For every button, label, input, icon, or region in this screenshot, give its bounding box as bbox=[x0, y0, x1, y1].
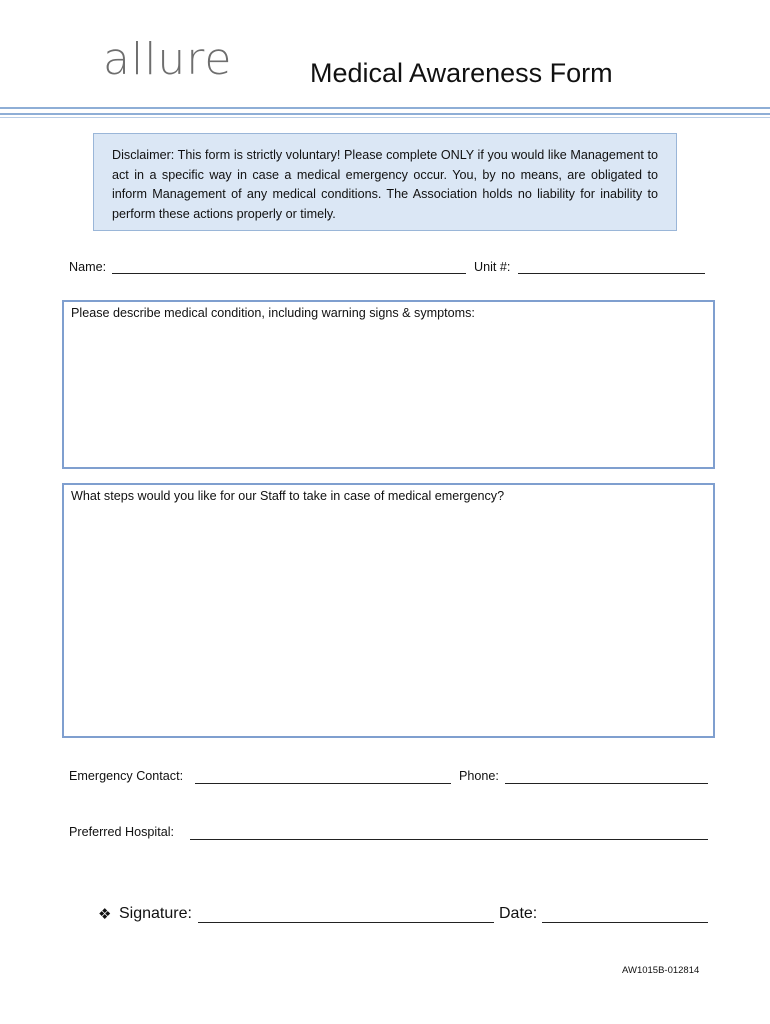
medical-condition-prompt: Please describe medical condition, including warning signs & symptoms: bbox=[71, 306, 475, 320]
emergency-contact-label: Emergency Contact: bbox=[69, 769, 184, 783]
preferred-hospital-field[interactable] bbox=[190, 839, 708, 840]
header-rule bbox=[0, 113, 770, 115]
header-rule bbox=[0, 117, 770, 118]
signature-field[interactable] bbox=[198, 922, 494, 923]
disclaimer-box: Disclaimer: This form is strictly voluntary! Please complete ONLY if you would like Management to act in a specific way in case a medical emergency occur. You, by no means, are obligated to inform Management of any medical conditions. The Association holds no liability for inability to perform these actions properly or timely. bbox=[93, 133, 677, 231]
allure-logo: allure bbox=[103, 34, 233, 85]
date-label: Date: bbox=[499, 905, 538, 922]
signature-label: Signature: bbox=[119, 905, 192, 922]
phone-label: Phone: bbox=[459, 769, 499, 783]
page-title: Medical Awareness Form bbox=[310, 58, 613, 88]
unit-label: Unit #: bbox=[474, 260, 511, 274]
emergency-contact-field[interactable] bbox=[195, 783, 451, 784]
emergency-steps-prompt: What steps would you like for our Staff to take in case of medical emergency? bbox=[71, 489, 505, 503]
medical-condition-box[interactable] bbox=[62, 300, 715, 469]
name-field[interactable] bbox=[112, 273, 466, 274]
header-rule bbox=[0, 107, 770, 109]
date-field[interactable] bbox=[542, 922, 708, 923]
preferred-hospital-label: Preferred Hospital: bbox=[69, 825, 174, 839]
phone-field[interactable] bbox=[505, 783, 708, 784]
emergency-steps-box[interactable] bbox=[62, 483, 715, 738]
name-label: Name: bbox=[69, 260, 107, 274]
diamond-bullet-icon: ❖ bbox=[98, 906, 112, 923]
unit-field[interactable] bbox=[518, 273, 705, 274]
form-code: AW1015B-012814 bbox=[622, 965, 700, 976]
